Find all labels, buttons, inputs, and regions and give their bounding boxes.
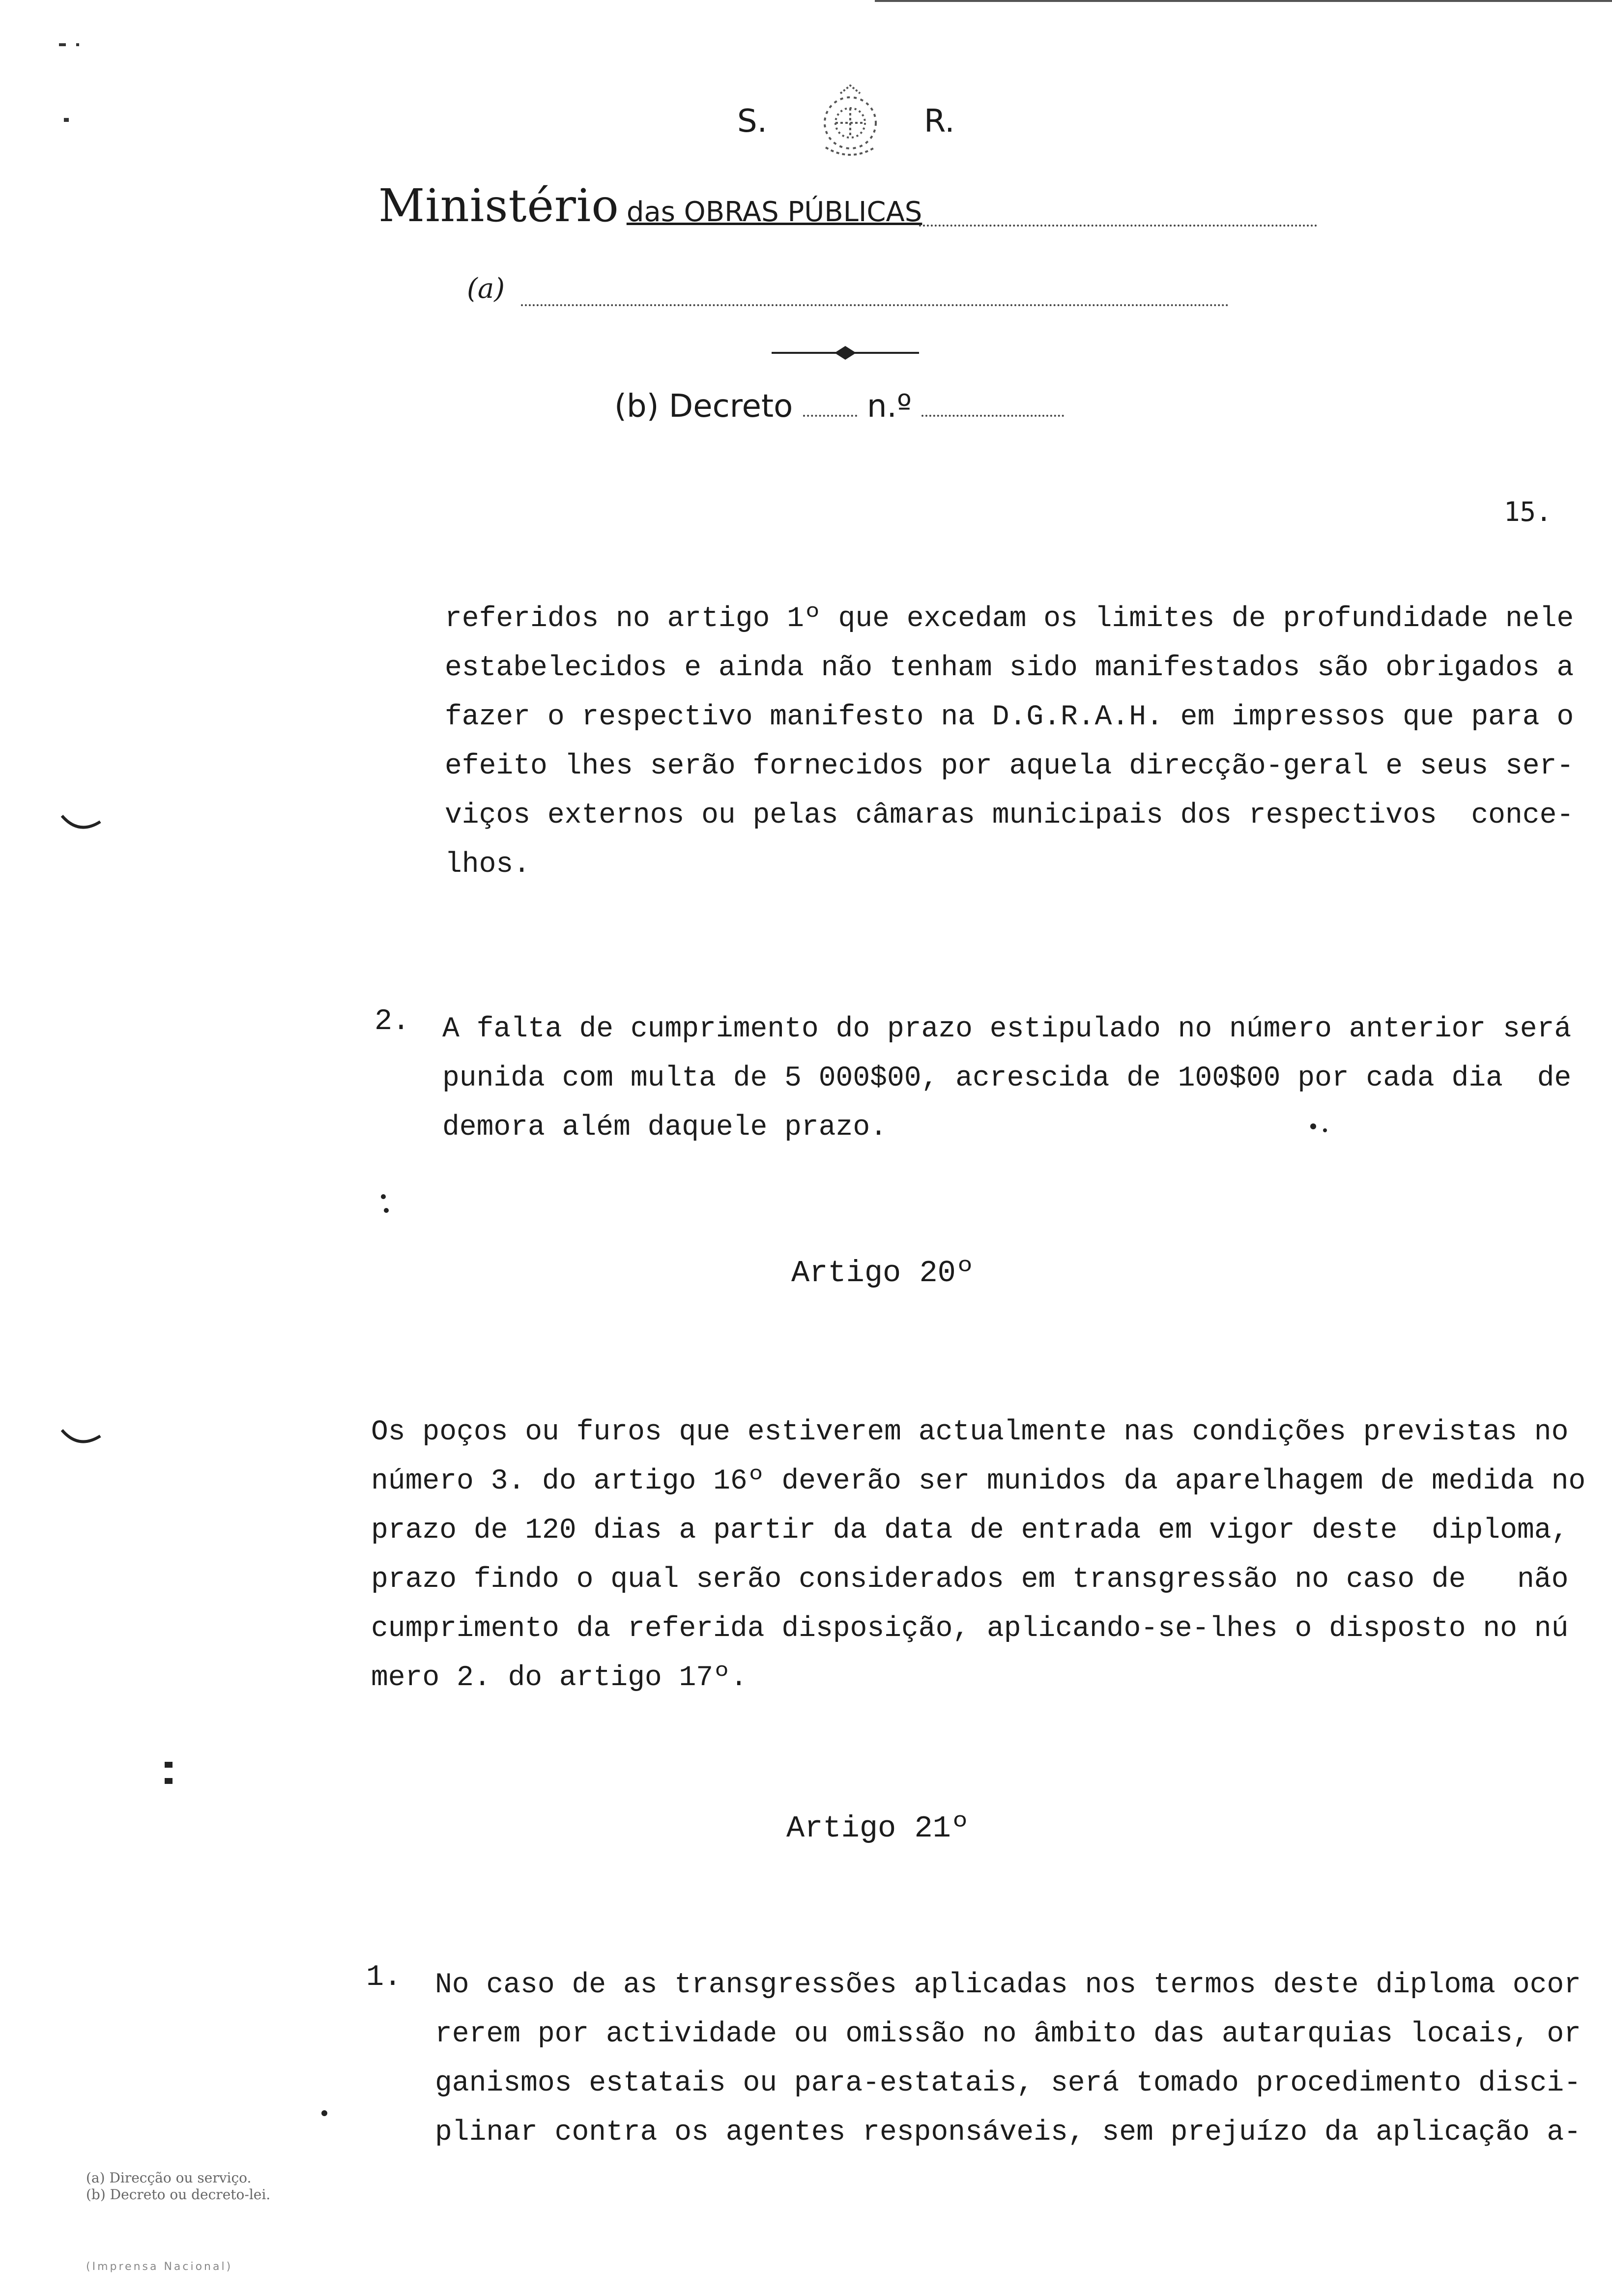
text-line: lhos. (445, 849, 531, 881)
scan-speck-icon (319, 2108, 329, 2118)
scan-speck-icon (162, 1759, 177, 1789)
decree-dotted-blank (803, 415, 857, 417)
text-line: rerem por actividade ou omissão no âmbito das autarquias locais, or (435, 2018, 1581, 2050)
coat-of-arms-icon (806, 84, 894, 162)
text-line: punida com multa de 5 000$00, acrescida de 100$00 por cada dia de (442, 1062, 1572, 1094)
text-line: mero 2. do artigo 17º. (371, 1662, 748, 1694)
text-line: plinar contra os agentes responsáveis, sem prejuízo da aplicação a- (435, 2117, 1581, 2149)
text-line: prazo findo o qual serão considerados em transgressão no caso de não (371, 1564, 1569, 1596)
ministry-dotted-line (919, 225, 1317, 227)
item-number: 1. (366, 1961, 402, 1994)
article-20-heading: Artigo 20º (791, 1256, 975, 1291)
letterhead-right-letter: R. (924, 103, 955, 140)
text-line: A falta de cumprimento do prazo estipulado no número anterior será (442, 1013, 1572, 1045)
scan-speck-icon (378, 1192, 393, 1216)
article-20-paragraph (371, 1408, 1586, 1703)
text-line: ganismos estatais ou para-estatais, será tomado procedimento disci- (435, 2067, 1581, 2099)
footnote: (a) Direcção ou serviço. (86, 2170, 252, 2186)
continuation-paragraph (445, 595, 1574, 890)
text-line: demora além daquele prazo. (442, 1112, 887, 1144)
ministry-line (378, 179, 1317, 233)
text-line: No caso de as transgressões aplicadas nos termos deste diploma ocor (435, 1969, 1581, 2001)
page-number: 15. (1504, 496, 1552, 527)
letterhead-left-letter: S. (737, 103, 767, 140)
text-line: prazo de 120 dias a partir da data de entrada em vigor deste diploma, (371, 1515, 1569, 1547)
text-line: estabelecidos e ainda não tenham sido manifestados são obrigados a (445, 652, 1574, 684)
footnote: (b) Decreto ou decreto-lei. (86, 2186, 271, 2203)
text-line: fazer o respectivo manifesto na D.G.R.A.H. em impressos que para o (445, 701, 1574, 733)
item-number: 2. (374, 1005, 410, 1038)
top-edge-rule (875, 0, 1612, 2)
decree-number-dotted-blank (921, 415, 1064, 417)
text-line: viços externos ou pelas câmaras municipais dos respectivos conce- (445, 800, 1574, 832)
footnotes (86, 2170, 270, 2203)
text-line: efeito lhes serão fornecidos por aquela direcção-geral e seus ser- (445, 750, 1574, 782)
punch-hole-mark-icon (59, 811, 103, 840)
service-line-label: (a) (467, 273, 505, 305)
article-21-heading: Artigo 21º (786, 1811, 970, 1846)
service-line (467, 273, 1229, 312)
scan-speck-icon (1307, 1120, 1337, 1135)
ministry-label: Ministério (378, 179, 619, 232)
printer-imprint: (Imprensa Nacional) (86, 2261, 233, 2273)
service-dotted-line (521, 304, 1229, 306)
ministry-name: das OBRAS PÚBLICAS (626, 196, 922, 228)
text-line: cumprimento da referida disposição, aplicando-se-lhes o disposto no nú (371, 1613, 1569, 1645)
text-line: número 3. do artigo 16º deverão ser munidos da aparelhagem de medida no (371, 1465, 1586, 1497)
decree-number-label: n.º (866, 388, 912, 425)
item-2-paragraph (442, 1005, 1572, 1152)
article-21-item-1-paragraph (435, 1961, 1581, 2157)
divider-ornament-icon (772, 344, 919, 362)
text-line: Os poços ou furos que estiverem actualmente nas condições previstas no (371, 1416, 1569, 1448)
scan-speck-icon (54, 39, 103, 147)
text-line: referidos no artigo 1º que excedam os limites de profundidade nele (445, 603, 1574, 635)
decree-line (614, 388, 1081, 437)
punch-hole-mark-icon (59, 1425, 103, 1455)
decree-label: (b) Decreto (614, 388, 793, 425)
letterhead (727, 84, 983, 172)
